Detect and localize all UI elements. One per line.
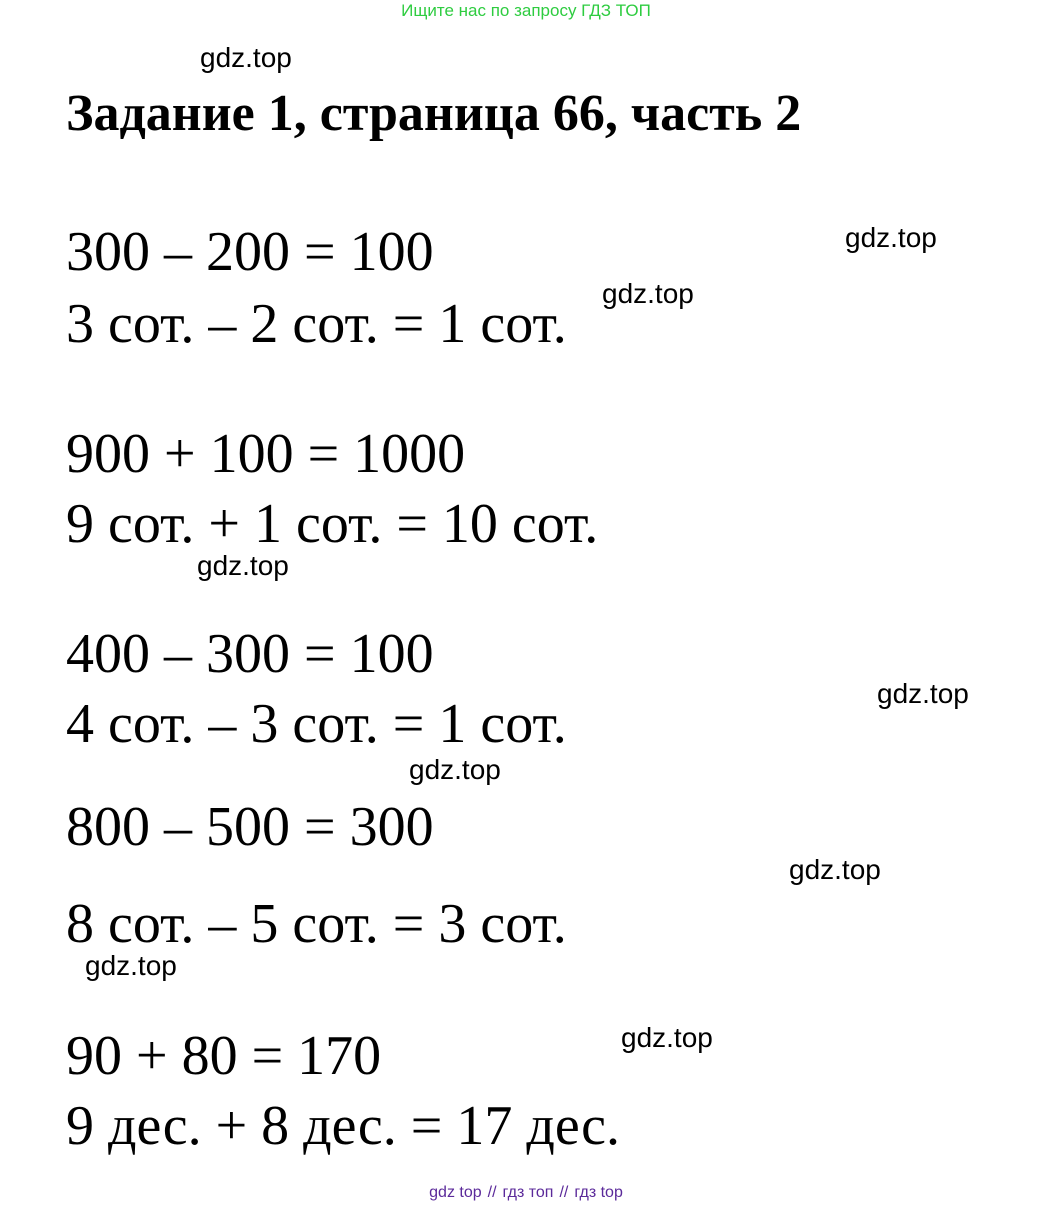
equation-5-numeric: 90 + 80 = 170 [66, 1025, 382, 1087]
equation-4-numeric: 800 – 500 = 300 [66, 796, 434, 858]
equation-2-units: 9 сот. + 1 сот. = 10 сот. [66, 493, 599, 555]
watermark: gdz.top [789, 854, 881, 885]
equation-1-numeric: 300 – 200 = 100 [66, 221, 434, 283]
footer-separator: // [559, 1184, 569, 1201]
watermark: gdz.top [877, 678, 969, 709]
watermark: gdz.top [602, 278, 694, 309]
footer-link[interactable]: гдз топ [502, 1184, 554, 1201]
watermark: gdz.top [85, 950, 177, 981]
watermark: gdz.top [621, 1022, 713, 1053]
watermark: gdz.top [409, 754, 501, 785]
equation-2-numeric: 900 + 100 = 1000 [66, 423, 466, 485]
watermark: gdz.top [845, 222, 937, 253]
top-banner: Ищите нас по запросу ГДЗ ТОП [401, 1, 651, 20]
footer-link[interactable]: гдз top [574, 1184, 623, 1201]
footer-link[interactable]: gdz top [429, 1184, 482, 1201]
footer-links [0, 1184, 1052, 1202]
watermark: gdz.top [197, 550, 289, 581]
watermark: gdz.top [200, 42, 292, 73]
equation-3-units: 4 сот. – 3 сот. = 1 сот. [66, 693, 567, 755]
equation-1-units: 3 сот. – 2 сот. = 1 сот. [66, 293, 567, 355]
equation-5-units: 9 дес. + 8 дес. = 17 дес. [66, 1095, 620, 1157]
page-title: Задание 1, страница 66, часть 2 [66, 85, 802, 142]
equation-3-numeric: 400 – 300 = 100 [66, 623, 434, 685]
footer-separator: // [487, 1184, 497, 1201]
equation-4-units: 8 сот. – 5 сот. = 3 сот. [66, 893, 567, 955]
